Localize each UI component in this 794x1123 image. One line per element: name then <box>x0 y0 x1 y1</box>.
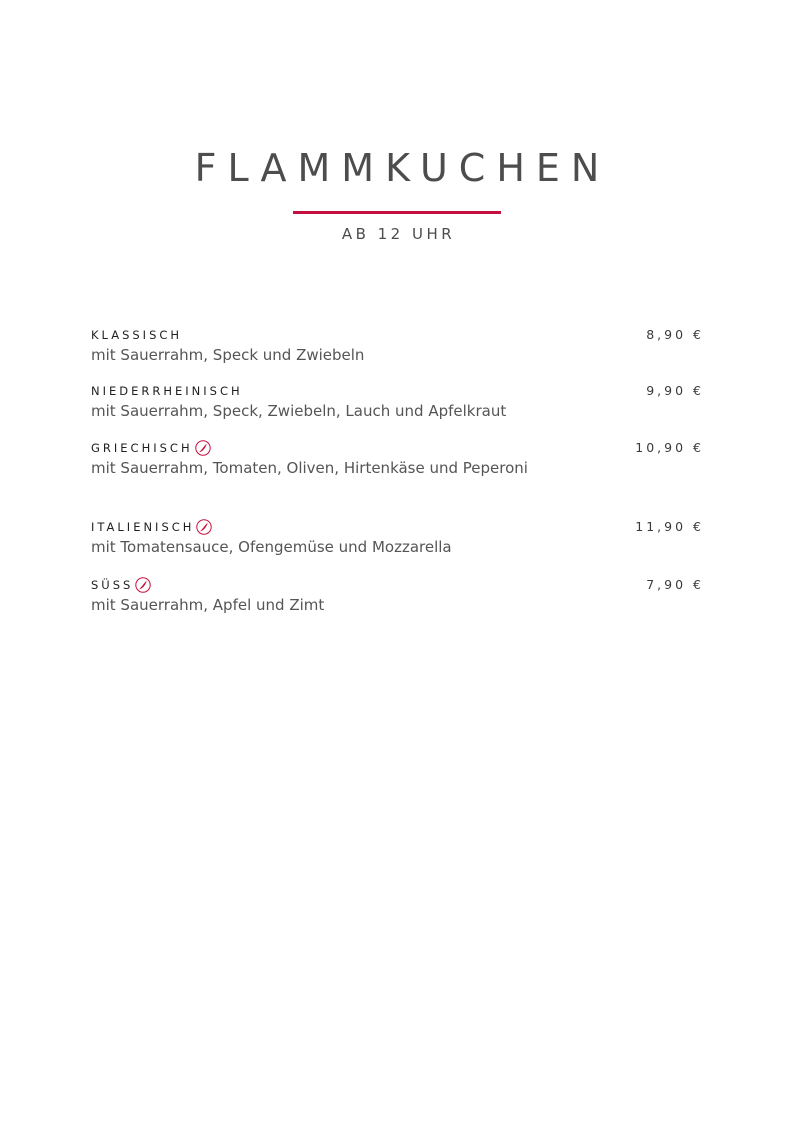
menu-item <box>91 576 704 616</box>
menu-item-name-text: GRIECHISCH <box>91 441 193 455</box>
page-title: FLAMMKUCHEN <box>194 146 611 190</box>
menu-item <box>91 518 704 558</box>
title-divider <box>293 211 501 214</box>
menu-item-description: mit Sauerrahm, Speck, Zwiebeln, Lauch und Apfelkraut <box>91 402 507 420</box>
page-subtitle: AB 12 UHR <box>341 225 456 243</box>
menu-item-description: mit Sauerrahm, Speck und Zwiebeln <box>91 346 365 364</box>
menu-item <box>91 382 704 422</box>
menu-item-name-text: KLASSISCH <box>91 328 183 342</box>
menu-item-description: mit Tomatensauce, Ofengemüse und Mozzarella <box>91 538 452 556</box>
menu-item-price: 7,90 € <box>646 577 704 592</box>
menu-item-price: 11,90 € <box>635 519 704 534</box>
menu-item-price: 10,90 € <box>635 440 704 455</box>
menu-item-price: 8,90 € <box>646 327 704 342</box>
vegetarian-icon <box>196 519 212 535</box>
menu-item-name-text: NIEDERRHEINISCH <box>91 384 243 398</box>
menu-item-name-text: ITALIENISCH <box>91 520 195 534</box>
menu-item-name <box>91 518 704 536</box>
menu-item <box>91 439 704 479</box>
vegetarian-icon <box>195 440 211 456</box>
menu-item-description: mit Sauerrahm, Apfel und Zimt <box>91 596 325 614</box>
menu-item-price: 9,90 € <box>646 383 704 398</box>
vegetarian-icon <box>135 577 151 593</box>
menu-item-name <box>91 326 704 344</box>
menu-item-name <box>91 382 704 400</box>
menu-item-name <box>91 439 704 457</box>
menu-item-name <box>91 576 704 594</box>
menu-item-description: mit Sauerrahm, Tomaten, Oliven, Hirtenkäse und Peperoni <box>91 459 528 477</box>
menu-item <box>91 326 704 366</box>
menu-item-name-text: SÜSS <box>91 578 134 592</box>
